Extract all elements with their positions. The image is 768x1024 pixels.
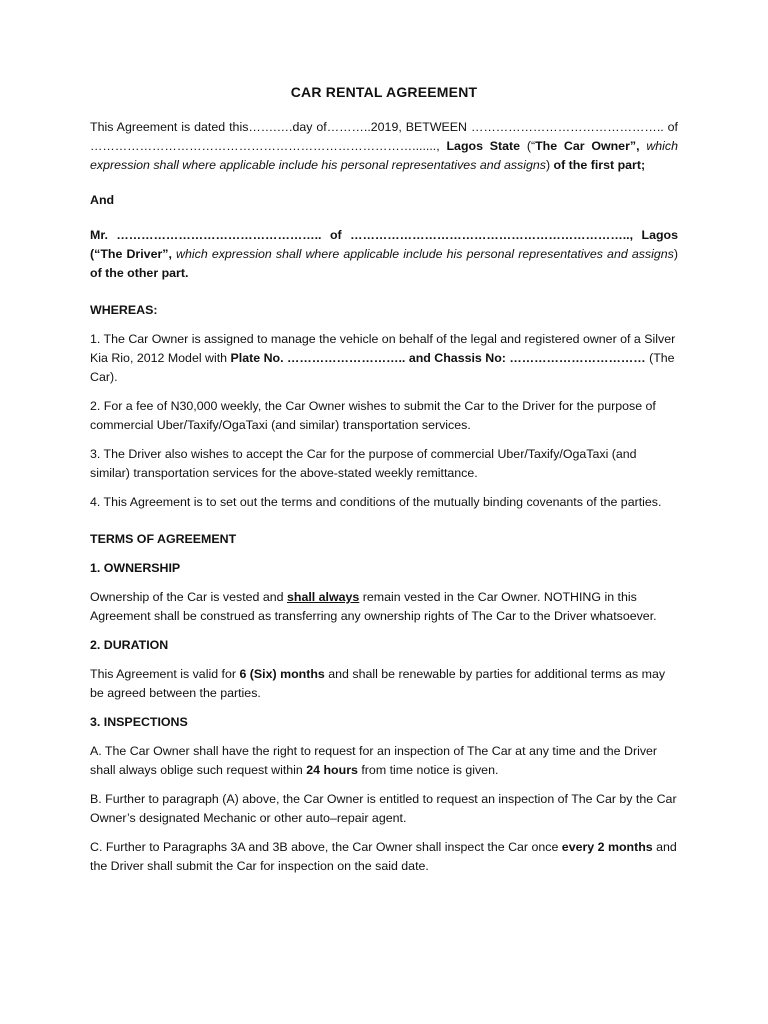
intro-car-owner: The Car Owner”, [535, 139, 640, 153]
whereas-1-end: (The Car). [90, 351, 675, 384]
ownership-text-end: remain vested in the Car Owner. NOTHING in this Agreement shall be construed as transferring any ownership rights of The Car to the Driver whatsoever. [90, 590, 657, 623]
ownership-shall-always: shall always [286, 590, 360, 604]
document-title: CAR RENTAL AGREEMENT [290, 84, 478, 100]
and-word: And [90, 193, 115, 207]
inspections-c-text: C. Further to Paragraphs 3A and 3B above, the Car Owner shall inspect the Car once [90, 840, 562, 854]
intro-open-quote: (“ [520, 139, 536, 153]
document-body [90, 84, 678, 886]
whereas-1-plate: Plate No. ……………………….. and Chassis No: …………………………… [230, 351, 646, 365]
whereas-2: 2. For a fee of N30,000 weekly, the Car Owner wishes to submit the Car to the Driver for the purpose of commercial Uber/Taxify/OgaTaxi (and similar) transportation services. [90, 399, 656, 432]
whereas-1-text: 1. The Car Owner is assigned to manage the vehicle on behalf of the legal and registered owner of a Silver Kia Rio, 2012 Model with [90, 332, 676, 365]
intro-state: Lagos State [446, 139, 521, 153]
inspections-heading: 3. INSPECTIONS [90, 715, 188, 729]
driver-paragraph [90, 226, 678, 283]
duration-text: This Agreement is valid for [90, 667, 240, 681]
driver-name-line: Mr. ………………………………………….. of ………………………………………………………….., Lagos (“The Driver”, [90, 228, 678, 261]
intro-text: This Agreement is dated this…….….day of………..2019, BETWEEN ……………………………………….. of ……………………………………………………………………......., [90, 120, 678, 153]
intro-close: ) [545, 158, 554, 172]
inspections-c-months: every 2 months [561, 840, 653, 854]
whereas-3: 3. The Driver also wishes to accept the Car for the purpose of commercial Uber/Taxify/OgaTaxi (and similar) transportation services for the above-stated weekly remittance. [90, 447, 637, 480]
inspections-a [90, 742, 678, 780]
whereas-heading: WHEREAS: [90, 303, 158, 317]
inspections-c-end: and the Driver shall submit the Car for inspection on the said date. [90, 840, 677, 873]
inspections-a-end: from time notice is given. [357, 763, 499, 777]
inspections-a-text: A. The Car Owner shall have the right to request for an inspection of The Car at any time and the Driver shall always oblige such request within [90, 744, 658, 777]
ownership-paragraph [90, 588, 678, 626]
driver-expression: which expression shall where applicable include his personal representatives and assigns [171, 247, 674, 261]
inspections-b: B. Further to paragraph (A) above, the Car Owner is entitled to request an inspection of The Car by the Car Owner’s designated Mechanic or other auto–repair agent. [90, 792, 677, 825]
terms-heading: TERMS OF AGREEMENT [90, 532, 237, 546]
intro-first-part: of the first part; [553, 158, 646, 172]
duration-months: 6 (Six) months [239, 667, 325, 681]
whereas-1 [90, 330, 678, 387]
whereas-4: 4. This Agreement is to set out the terms and conditions of the mutually binding covenants of the parties. [90, 495, 662, 509]
inspections-c [90, 838, 678, 876]
duration-heading: 2. DURATION [90, 638, 169, 652]
intro-paragraph [90, 118, 678, 175]
ownership-text: Ownership of the Car is vested and [90, 590, 287, 604]
ownership-heading: 1. OWNERSHIP [90, 561, 181, 575]
driver-close: ) [673, 247, 678, 261]
duration-text-end: and shall be renewable by parties for additional terms as may be agreed between the parties. [90, 667, 666, 700]
intro-expression: which expression shall where applicable include his personal representatives and assigns [90, 139, 679, 172]
duration-paragraph [90, 665, 678, 703]
inspections-a-hours: 24 hours [306, 763, 358, 777]
driver-other-part: of the other part. [90, 266, 189, 280]
